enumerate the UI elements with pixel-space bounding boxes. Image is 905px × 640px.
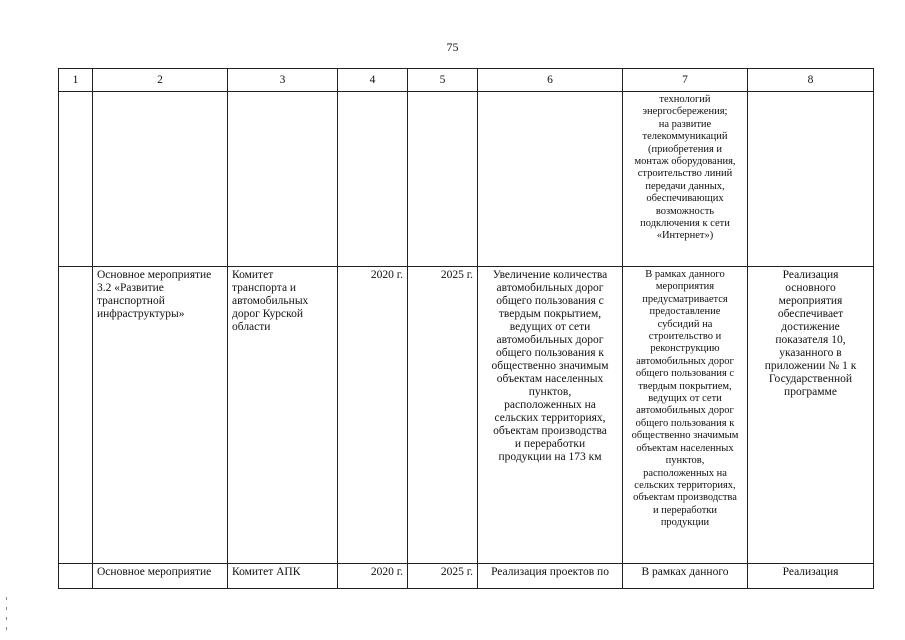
implementation-mechanism-cell: В рамках данного мероприятия предусматривается предоставление субсидий на строительство и реконструкцию автомобильных дорог общего пользования с твердым покрытием, ведущих от сети автомобильных дорог общего пользования к общественно значимым объектам населенных пунктов, расположенных на сельских территориях, объектам производства и переработки продукции — [623, 267, 748, 564]
expected-result-cell: Реализация проектов по — [478, 564, 623, 589]
header-row — [59, 69, 874, 92]
cell-empty — [338, 92, 408, 267]
indicator-link-cell: Реализация — [748, 564, 874, 589]
scan-edge-marks — [6, 597, 8, 637]
header-cell-5: 5 — [408, 69, 478, 92]
start-year-cell: 2020 г. — [338, 267, 408, 564]
implementation-mechanism-cell: В рамках данного — [623, 564, 748, 589]
cell-empty — [408, 92, 478, 267]
header-cell-4: 4 — [338, 69, 408, 92]
cell-empty — [93, 92, 228, 267]
cell-empty — [59, 564, 93, 589]
header-cell-6: 6 — [478, 69, 623, 92]
continuation-mechanism-cell: технологий энергосбережения; на развитие телекоммуникаций (приобретения и монтаж оборудования, строительство линий передачи данных, обеспечивающих возможность подключения к сети «Интернет») — [623, 92, 748, 267]
program-activities-table — [58, 68, 874, 589]
header-cell-8: 8 — [748, 69, 874, 92]
cell-empty — [228, 92, 338, 267]
table-row — [59, 564, 874, 589]
header-cell-2: 2 — [93, 69, 228, 92]
header-cell-3: 3 — [228, 69, 338, 92]
indicator-link-cell: Реализация основного мероприятия обеспечивает достижение показателя 10, указанного в приложении № 1 к Государственной программе — [748, 267, 874, 564]
activity-name-cell: Основное мероприятие — [93, 564, 228, 589]
start-year-cell: 2020 г. — [338, 564, 408, 589]
responsible-executor-cell: Комитет АПК — [228, 564, 338, 589]
end-year-cell: 2025 г. — [408, 564, 478, 589]
expected-result-cell: Увеличение количества автомобильных дорог общего пользования с твердым покрытием, ведущих от сети автомобильных дорог общего пользования к общественно значимым объектам населенных пунктов, расположенных на сельских территориях, объектам производства и переработки продукции на 173 км — [478, 267, 623, 564]
cell-empty — [748, 92, 874, 267]
end-year-cell: 2025 г. — [408, 267, 478, 564]
cell-empty — [59, 267, 93, 564]
activity-name-cell: Основное мероприятие 3.2 «Развитие транспортной инфраструктуры» — [93, 267, 228, 564]
cell-empty — [59, 92, 93, 267]
cell-empty — [478, 92, 623, 267]
header-cell-7: 7 — [623, 69, 748, 92]
responsible-executor-cell: Комитет транспорта и автомобильных дорог Курской области — [228, 267, 338, 564]
table-row — [59, 267, 874, 564]
header-cell-1: 1 — [59, 69, 93, 92]
table-row — [59, 92, 874, 267]
page-number: 75 — [446, 40, 459, 54]
